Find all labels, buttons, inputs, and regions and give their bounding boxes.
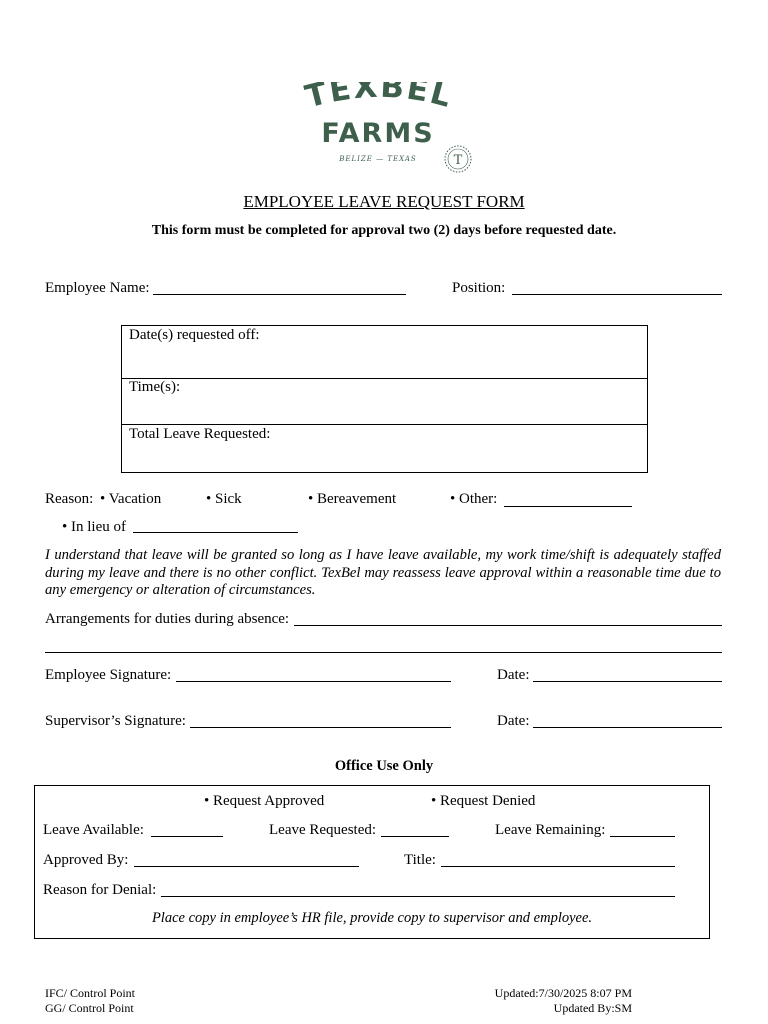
- footer-updated-by: Updated By:SM: [553, 1001, 632, 1015]
- svg-text:TEXBEL: TEXBEL: [301, 82, 457, 116]
- employee-date-label: Date:: [497, 667, 530, 683]
- request-approved-option[interactable]: [204, 792, 324, 810]
- footer-gg-control-point: GG/ Control Point: [45, 1001, 134, 1015]
- form-title: EMPLOYEE LEAVE REQUEST FORM: [243, 192, 525, 211]
- in-lieu-field[interactable]: [133, 532, 298, 533]
- position-label: Position:: [452, 280, 506, 296]
- dates-requested-label: Date(s) requested off:: [129, 327, 260, 343]
- reason-option-in-lieu[interactable]: [62, 518, 126, 536]
- leave-requested-label: Leave Requested:: [269, 822, 377, 838]
- title-field[interactable]: [441, 866, 675, 867]
- total-leave-row[interactable]: [122, 425, 647, 472]
- policy-statement: I understand that leave will be granted so long as I have leave available, my work time/shift is adequately staffed during my leave and there is no other conflict. TexBel may reassess leave approval within a reasonable time due to any emergency or alteration of circumstances.: [45, 547, 721, 598]
- employee-name-label: Employee Name:: [45, 280, 150, 296]
- svg-text:FARMS: FARMS: [321, 118, 435, 149]
- arrangements-field-line-2[interactable]: [45, 652, 722, 653]
- svg-text:T: T: [453, 153, 463, 168]
- bullet-icon: •: [204, 793, 210, 809]
- office-use-box: [34, 785, 710, 939]
- supervisor-signature-label: Supervisor’s Signature:: [45, 713, 186, 729]
- svg-text:BELIZE — TEXAS: BELIZE — TEXAS: [339, 155, 417, 163]
- leave-requested-field[interactable]: [381, 836, 449, 837]
- arrangements-field[interactable]: [294, 625, 722, 626]
- form-subtitle: This form must be completed for approval two (2) days before requested date.: [151, 223, 617, 238]
- title-label: Title:: [404, 852, 436, 868]
- bullet-icon: •: [100, 491, 106, 507]
- request-denied-option[interactable]: [431, 792, 535, 810]
- arrangements-label: Arrangements for duties during absence:: [45, 611, 290, 627]
- reason-for-denial-field[interactable]: [161, 896, 675, 897]
- employee-signature-label: Employee Signature:: [45, 667, 172, 683]
- leave-remaining-label: Leave Remaining:: [495, 822, 606, 838]
- reason-option-sick[interactable]: [206, 490, 242, 508]
- reason-label: Reason:: [45, 491, 94, 507]
- texbel-farms-logo: [290, 82, 480, 178]
- in-lieu-label: In lieu of: [71, 519, 126, 535]
- reason-vacation-label: Vacation: [108, 491, 162, 507]
- reason-sick-label: Sick: [215, 491, 242, 507]
- reason-option-bereavement[interactable]: [308, 490, 396, 508]
- office-note: Place copy in employee’s HR file, provide copy to supervisor and employee.: [151, 910, 593, 926]
- reason-other-label: Other:: [459, 491, 498, 507]
- times-label: Time(s):: [129, 379, 181, 395]
- approved-by-field[interactable]: [134, 866, 359, 867]
- leave-request-box: [121, 325, 648, 473]
- footer-updated-date: Updated:7/30/2025 8:07 PM: [494, 986, 632, 1000]
- supervisor-signature-field[interactable]: [190, 727, 451, 728]
- reason-option-other[interactable]: [450, 490, 497, 508]
- supervisor-date-label: Date:: [497, 713, 530, 729]
- reason-other-field[interactable]: [504, 506, 632, 507]
- office-use-heading: Office Use Only: [334, 758, 434, 774]
- request-approved-label: Request Approved: [213, 793, 325, 809]
- employee-name-field[interactable]: [153, 294, 406, 295]
- employee-signature-field[interactable]: [176, 681, 451, 682]
- approved-by-label: Approved By:: [43, 852, 129, 868]
- reason-option-vacation[interactable]: [100, 490, 161, 508]
- logo-graphic: [290, 82, 480, 178]
- request-denied-label: Request Denied: [440, 793, 536, 809]
- bullet-icon: •: [62, 519, 68, 535]
- bullet-icon: •: [450, 491, 456, 507]
- employee-date-field[interactable]: [533, 681, 722, 682]
- dates-requested-row[interactable]: [122, 326, 647, 379]
- bullet-icon: •: [308, 491, 314, 507]
- bullet-icon: •: [431, 793, 437, 809]
- leave-available-field[interactable]: [151, 836, 223, 837]
- reason-for-denial-label: Reason for Denial:: [43, 882, 157, 898]
- leave-available-label: Leave Available:: [43, 822, 144, 838]
- supervisor-date-field[interactable]: [533, 727, 722, 728]
- position-field[interactable]: [512, 294, 722, 295]
- bullet-icon: •: [206, 491, 212, 507]
- footer-ifc-control-point: IFC/ Control Point: [45, 986, 136, 1000]
- times-row[interactable]: [122, 378, 647, 425]
- total-leave-label: Total Leave Requested:: [129, 426, 271, 442]
- reason-bereavement-label: Bereavement: [317, 491, 397, 507]
- leave-remaining-field[interactable]: [610, 836, 675, 837]
